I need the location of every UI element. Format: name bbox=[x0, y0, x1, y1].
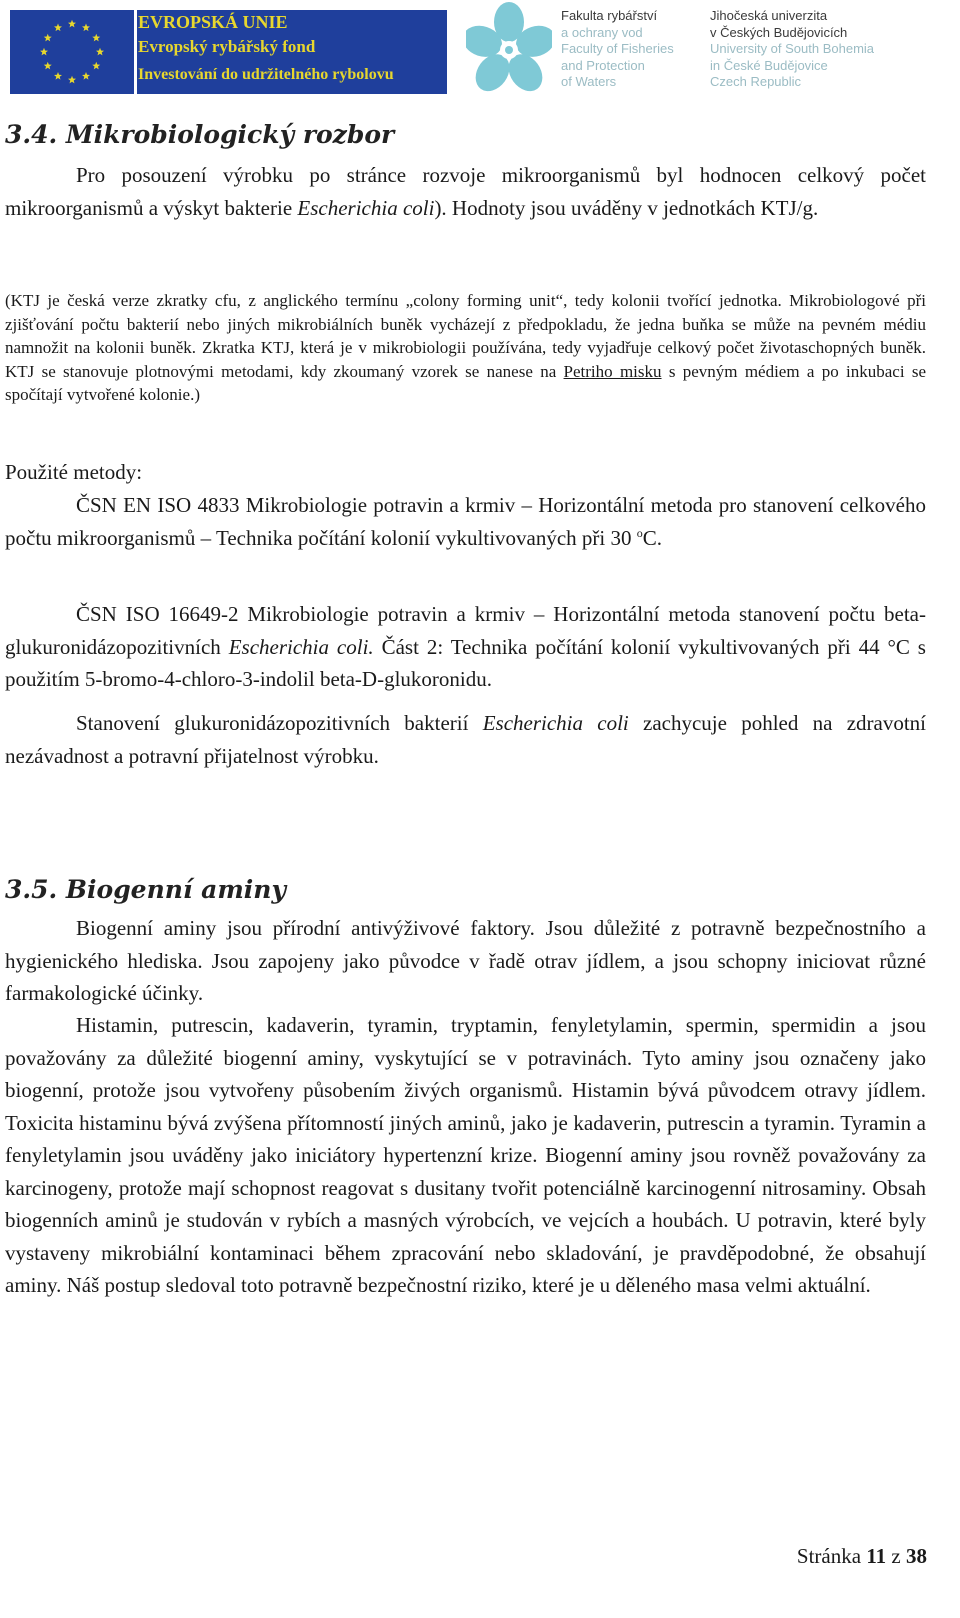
eu-title: EVROPSKÁ UNIE bbox=[138, 12, 288, 32]
eu-star-icon bbox=[68, 20, 76, 28]
biogenic-amines-paragraph-1: Biogenní aminy jsou přírodní antivýživové faktory. Jsou důležité z potravně bezpečnostního a hygienického hlediska. Jsou zapojeny jako původce v řadě otrav jídlem, a jsou schopny iniciovat různé farmakologické účinky. bbox=[5, 916, 926, 1005]
eu-star-icon bbox=[40, 48, 48, 56]
eu-star-icon bbox=[82, 72, 90, 80]
page-total: 38 bbox=[906, 1544, 927, 1568]
method-iso-16649: ČSN ISO 16649-2 Mikrobiologie potravin a krmiv – Horizontální metoda stanovení počtu beta-glukuronidázopozitivních Escherichia coli. Část 2: Technika počítání kolonií vykultivovaných při 44 °C s použitím 5-bromo-4-chloro-3-indolil beta-D-glukoronidu. bbox=[5, 602, 926, 691]
university-en-line3: Czech Republic bbox=[710, 74, 802, 89]
ktj-note-paragraph: (KTJ je česká verze zkratky cfu, z anglického termínu „colony forming unit“, tedy kolonii tvořící jednotka. Mikrobiologové při zjišťování počtu bakterií nebo jiných mikrobiálních buněk vycházejí z předpokladu, že jedna buňka se může na pevném médiu namnožit na kolonii buněk. Zkratka KTJ, která je v mikrobiologii používána, tedy vyjadřuje celkový počet životaschopných buněk. KTJ se stanovuje plotnovými metodami, kdy zkoumaný vzorek se nanese na Petriho misku s pevným médiem a po inkubaci se spočítají vytvořené kolonie.) bbox=[5, 291, 927, 404]
page-number: 11 bbox=[866, 1544, 887, 1568]
eu-star-icon bbox=[54, 24, 62, 32]
eu-star-icon bbox=[92, 34, 100, 42]
eu-fund-name: Evropský rybářský fond bbox=[138, 37, 316, 56]
faculty-cz-line1: Fakulta rybářství bbox=[561, 8, 658, 23]
page-footer: Stránka 11 z 38 bbox=[796, 1544, 927, 1568]
methods-label: Použité metody: bbox=[5, 460, 143, 484]
section-heading-3-5: 3.5. Biogenní aminy bbox=[5, 875, 286, 904]
closing-paragraph: Stanovení glukuronidázopozitivních bakterií Escherichia coli zachycuje pohled na zdravotní nezávadnost a potravní přijatelnost výrobku. bbox=[5, 711, 926, 768]
faculty-name bbox=[561, 8, 674, 91]
section-heading-3-4: 3.4. Mikrobiologický rozbor bbox=[5, 120, 395, 149]
university-cz-line2: v Českých Budějovicích bbox=[710, 24, 848, 40]
eu-slogan: Investování do udržitelného rybolovu bbox=[138, 66, 394, 83]
eu-star-icon bbox=[68, 76, 76, 84]
eu-star-icon bbox=[92, 62, 100, 70]
eu-fund-banner bbox=[137, 10, 447, 94]
eu-flag-logo bbox=[10, 10, 134, 94]
method-iso-4833: ČSN EN ISO 4833 Mikrobiologie potravin a krmiv – Horizontální metoda pro stanovení celkového počtu mikroorganismů – Technika počítání kolonií vykultivovaných při 30 $^o$C. bbox=[5, 493, 926, 550]
faculty-en-line3: of Waters bbox=[561, 74, 617, 89]
eu-star-icon bbox=[44, 34, 52, 42]
university-en-line2: in České Budějovice bbox=[710, 57, 828, 73]
page-header bbox=[0, 0, 960, 100]
petri-dish-link[interactable]: Petriho misku bbox=[563, 361, 662, 381]
eu-star-icon bbox=[44, 62, 52, 70]
eu-star-icon bbox=[82, 24, 90, 32]
faculty-en-line1: Faculty of Fisheries bbox=[561, 41, 674, 56]
eu-star-icon bbox=[54, 72, 62, 80]
faculty-cz-line2: a ochrany vod bbox=[561, 24, 643, 40]
eu-star-icon bbox=[96, 48, 104, 56]
university-cz-line1: Jihočeská univerzita bbox=[710, 8, 828, 23]
university-en-line1: University of South Bohemia bbox=[710, 41, 875, 56]
faculty-en-line2: and Protection bbox=[561, 57, 645, 73]
intro-paragraph: Pro posouzení výrobku po stránce rozvoje mikroorganismů byl hodnocen celkový počet mikroorganismů a výskyt bakterie Escherichia coli). Hodnoty jsou uváděny v jednotkách KTJ/g. bbox=[5, 163, 926, 220]
biogenic-amines-paragraph-2: Histamin, putrescin, kadaverin, tyramin, tryptamin, fenyletylamin, spermin, spermidin a jsou považovány za důležité biogenní aminy, vyskytující se v potravinách. Tyto aminy jsou označeny jako biogenní, protože jsou vytvořeny působením živých organismů. Histamin bývá původcem otravy jídlem. Toxicita histaminu bývá zvýšena přítomností jiných aminů, jako je kadaverin, putrescin a tyramin. Tyramin a fenyletylamin jsou uváděny jako iniciátory hypertenzní krize. Biogenní aminy jsou rovněž považovány za karcinogeny, protože mají schopnost reagovat s dusitany tvořit potenciálně karcinogenní nitrosaminy. Obsah biogenních aminů je studován v rybích a masných výrobcích, ve vejcích a houbách. U potravin, které byly vystaveny mikrobiální kontaminaci během zpracování nebo skladování, je pravděpodobné, že obsahují aminy. Náš postup sledoval toto potravně bezpečnostní riziko, které je u děleného masa velmi aktuální. bbox=[5, 1013, 926, 1297]
faculty-flower-logo bbox=[466, 0, 552, 96]
university-name bbox=[710, 8, 874, 91]
